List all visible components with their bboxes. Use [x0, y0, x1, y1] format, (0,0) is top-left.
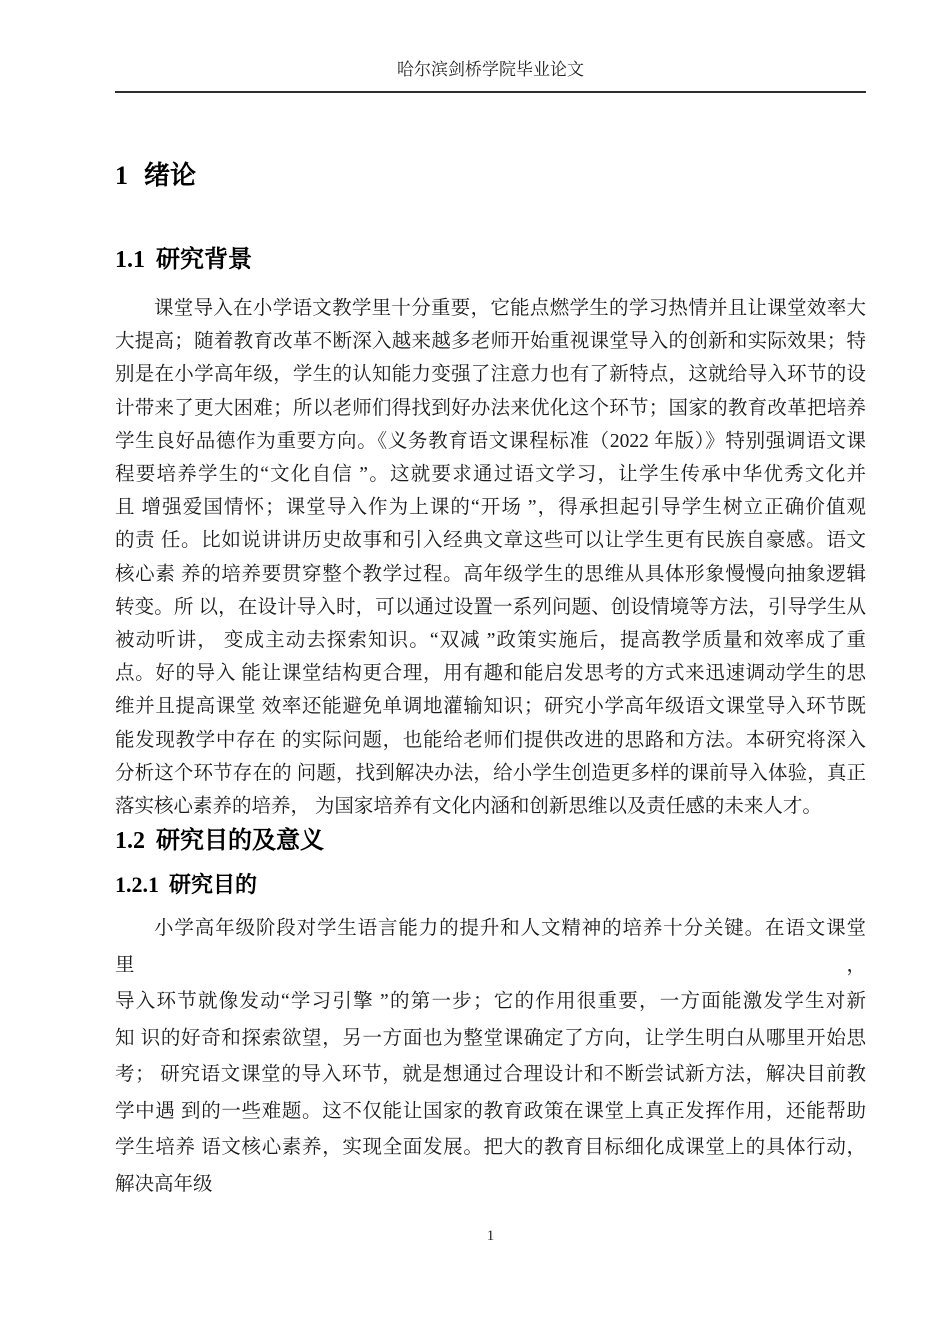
section-heading-1-2 — [115, 825, 866, 857]
section-heading-1-1 — [115, 244, 866, 276]
chapter-number: 1 — [115, 161, 128, 190]
subsection-1-2-1-title: 研究目的 — [169, 872, 258, 898]
paragraph-line: 计带来了更大困难；所以老师们得找到好办法来优化这个环节；国家的教育改革把培养 — [115, 397, 866, 419]
paragraph-line: 点。好的导入 能让课堂结构更合理，用有趣和能启发思考的方式来迅速调动学生的思 — [115, 663, 866, 685]
page-content — [115, 150, 866, 1203]
section-1-1-title: 研究背景 — [156, 246, 252, 273]
page-footer — [115, 1228, 866, 1245]
subsection-1-2-1-number: 1.2.1 — [115, 872, 159, 898]
paragraph-research-background — [115, 292, 866, 823]
page-number: 1 — [486, 1228, 495, 1244]
paragraph-line: 的责 任。比如说讲讲历史故事和引入经典文章这些可以让学生更有民族自豪感。语文 — [115, 530, 866, 552]
paragraph-line: 转变。所 以，在设计导入时，可以通过设置一系列问题、创设情境等方法，引导学生从 — [115, 596, 866, 618]
paragraph-line: 课堂导入在小学语文教学里十分重要，它能点燃学生的学习热情并且让课堂效率大 — [154, 298, 866, 319]
paragraph-research-purpose — [115, 911, 866, 1203]
paragraph-line: 分析这个环节存在的 问题，找到解决办法，给小学生创造更多样的课前导入体验，真正 — [115, 762, 866, 784]
section-1-2-number: 1.2 — [115, 828, 145, 855]
section-1-1-number: 1.1 — [115, 247, 145, 273]
paragraph-line: 解决高年级 — [115, 1173, 213, 1195]
paragraph-line: 知 识的好奇和探索欲望，另一方面也为整堂课确定了方向，让学生明白从哪里开始思 — [115, 1027, 866, 1049]
paragraph-line: 维并且提高课堂 效率还能避免单调地灌输知识；研究小学高年级语文课堂导入环节既 — [115, 696, 866, 718]
chapter-title: 绪论 — [144, 160, 197, 190]
subsection-heading-1-2-1 — [115, 870, 866, 900]
chapter-heading — [115, 158, 866, 193]
running-header — [115, 60, 866, 93]
paragraph-line: 小学高年级阶段对学生语言能力的提升和人文精神的培养十分关键。在语文课堂里， — [115, 918, 866, 976]
paragraph-line: 别是在小学高年级，学生的认知能力变强了注意力也有了新特点，这就给导入环节的设 — [115, 364, 866, 386]
running-header-title: 哈尔滨剑桥学院毕业论文 — [397, 60, 584, 79]
paragraph-line: 学生良好品德作为重要方向。《义务教育语文课程标准（2022 年版）》特别强调语文课 — [115, 430, 866, 452]
paragraph-line: 核心素 养的培养要贯穿整个教学过程。高年级学生的思维从具体形象慢慢向抽象逻辑 — [115, 563, 866, 585]
paragraph-line: 落实核心素养的培养， 为国家培养有文化内涵和创新思维以及责任感的未来人才。 — [115, 796, 822, 818]
paragraph-line: 被动听讲， 变成主动去探索知识。“双减 ”政策实施后，提高教学质量和效率成了重 — [115, 630, 866, 652]
paragraph-line: 且 增强爱国情怀；课堂导入作为上课的“开场 ”，得承担起引导学生树立正确价值观 — [115, 497, 866, 519]
paragraph-line: 考； 研究语文课堂的导入环节，就是想通过合理设计和不断尝试新方法，解决目前教 — [115, 1064, 866, 1086]
paragraph-line: 导入环节就像发动“学习引擎 ”的第一步；它的作用很重要，一方面能激发学生对新 — [115, 991, 866, 1013]
paragraph-line: 学生培养 语文核心素养，实现全面发展。把大的教育目标细化成课堂上的具体行动， — [115, 1137, 866, 1159]
section-1-2-title: 研究目的及意义 — [156, 827, 324, 855]
paragraph-line: 能发现教学中存在 的实际问题，也能给老师们提供改进的思路和方法。本研究将深入 — [115, 729, 866, 751]
paragraph-line: 程要培养学生的“文化自信 ”。这就要求通过语文学习，让学生传承中华优秀文化并 — [115, 464, 866, 486]
paragraph-line: 大提高；随着教育改革不断深入越来越多老师开始重视课堂导入的创新和实际效果；特 — [115, 331, 866, 353]
paragraph-line: 学中遇 到的一些难题。这不仅能让国家的教育政策在课堂上真正发挥作用，还能帮助 — [115, 1100, 866, 1122]
